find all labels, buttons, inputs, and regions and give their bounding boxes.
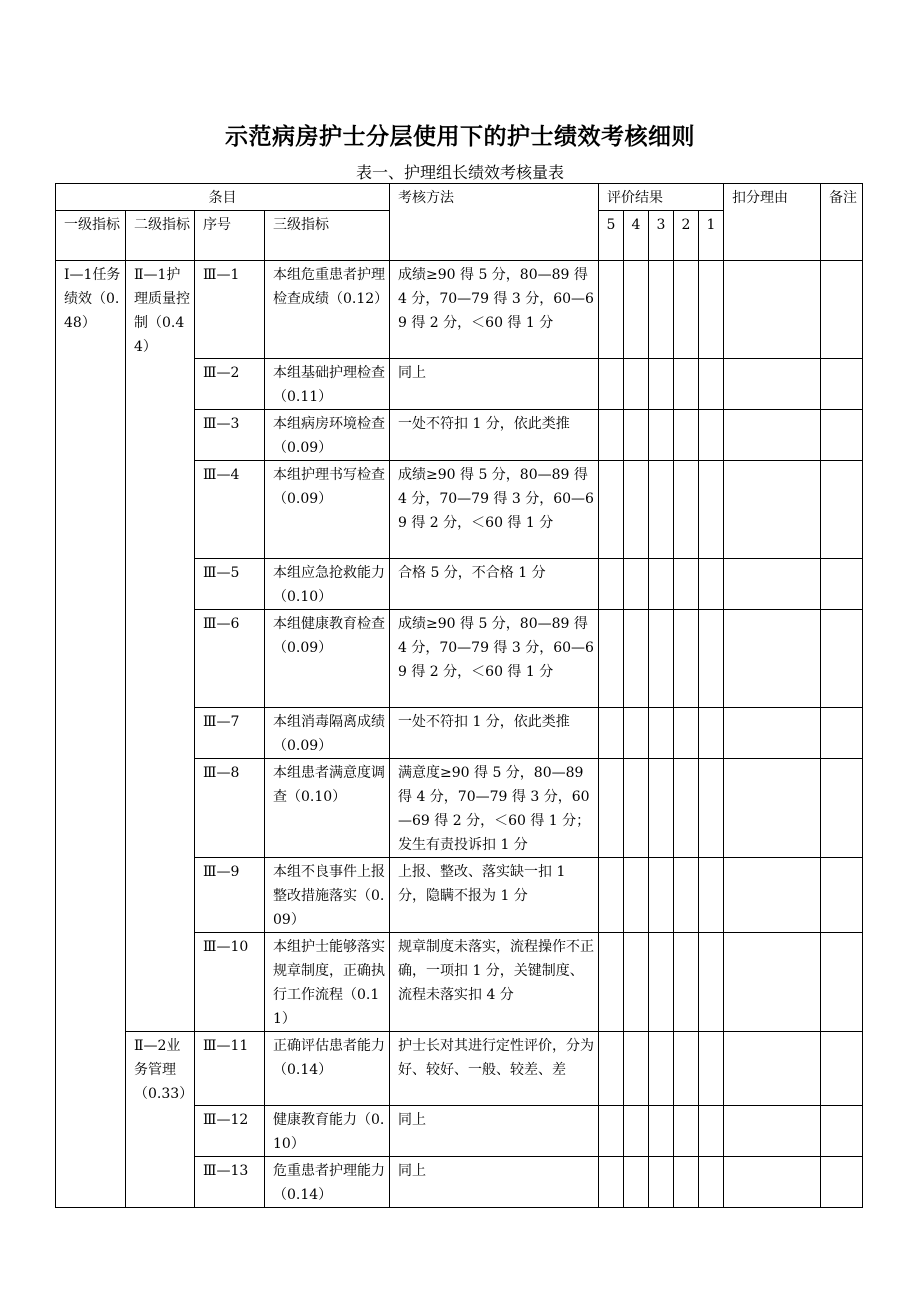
reason-cell[interactable] <box>724 1032 821 1106</box>
indicator-cell: 本组健康教育检查（0.09） <box>265 610 390 708</box>
remark-cell[interactable] <box>821 1032 863 1106</box>
score-cell[interactable] <box>674 759 699 858</box>
score-5-header: 5 <box>599 211 624 261</box>
score-cell[interactable] <box>624 261 649 359</box>
seq-cell: Ⅲ—1 <box>195 261 265 359</box>
score-cell[interactable] <box>649 610 674 708</box>
score-cell[interactable] <box>674 359 699 410</box>
seq-cell: Ⅲ—11 <box>195 1032 265 1106</box>
score-cell[interactable] <box>699 1157 724 1208</box>
score-cell[interactable] <box>699 461 724 559</box>
method-cell: 合格 5 分，不合格 1 分 <box>390 559 599 610</box>
reason-cell[interactable] <box>724 858 821 933</box>
score-cell[interactable] <box>699 708 724 759</box>
remark-cell[interactable] <box>821 410 863 461</box>
score-cell[interactable] <box>649 261 674 359</box>
score-cell[interactable] <box>699 559 724 610</box>
level1-cell: Ⅰ—1任务绩效（0.48） <box>56 261 126 1208</box>
indicator-cell: 健康教育能力（0.10） <box>265 1106 390 1157</box>
reason-cell[interactable] <box>724 359 821 410</box>
indicator-cell: 本组基础护理检查（0.11） <box>265 359 390 410</box>
method-cell: 同上 <box>390 359 599 410</box>
score-cell[interactable] <box>649 759 674 858</box>
remark-cell[interactable] <box>821 858 863 933</box>
score-cell[interactable] <box>649 559 674 610</box>
indicator-cell: 本组应急抢救能力（0.10） <box>265 559 390 610</box>
seq-cell: Ⅲ—7 <box>195 708 265 759</box>
score-cell[interactable] <box>624 559 649 610</box>
indicator-cell: 本组护理书写检查（0.09） <box>265 461 390 559</box>
score-cell[interactable] <box>624 1157 649 1208</box>
indicator-cell: 本组病房环境检查（0.09） <box>265 410 390 461</box>
reason-cell[interactable] <box>724 1157 821 1208</box>
score-cell[interactable] <box>624 461 649 559</box>
method-cell: 上报、整改、落实缺一扣 1 分，隐瞒不报为 1 分 <box>390 858 599 933</box>
indicator-cell: 危重患者护理能力（0.14） <box>265 1157 390 1208</box>
score-cell[interactable] <box>699 610 724 708</box>
score-cell[interactable] <box>699 359 724 410</box>
score-cell[interactable] <box>674 708 699 759</box>
indicator-cell: 本组消毒隔离成绩（0.09） <box>265 708 390 759</box>
indicator-cell: 本组危重患者护理检查成绩（0.12） <box>265 261 390 359</box>
score-cell[interactable] <box>599 610 624 708</box>
header-result: 评价结果 <box>599 184 724 211</box>
score-cell[interactable] <box>649 708 674 759</box>
score-cell[interactable] <box>599 559 624 610</box>
score-cell[interactable] <box>624 933 649 1032</box>
remark-cell[interactable] <box>821 933 863 1032</box>
score-cell[interactable] <box>599 261 624 359</box>
reason-cell[interactable] <box>724 933 821 1032</box>
method-cell: 护士长对其进行定性评价，分为好、较好、一般、较差、差 <box>390 1032 599 1106</box>
header-level3: 三级指标 <box>265 211 390 261</box>
remark-cell[interactable] <box>821 261 863 359</box>
score-cell[interactable] <box>699 261 724 359</box>
score-cell[interactable] <box>624 410 649 461</box>
score-cell[interactable] <box>699 759 724 858</box>
score-cell[interactable] <box>649 410 674 461</box>
header-method: 考核方法 <box>390 184 599 261</box>
method-cell: 成绩≥90 得 5 分，80—89 得 4 分，70—79 得 3 分，60—69 得 2 分，＜60 得 1 分 <box>390 261 599 359</box>
score-cell[interactable] <box>699 410 724 461</box>
header-seq: 序号 <box>195 211 265 261</box>
score-cell[interactable] <box>649 1032 674 1106</box>
score-cell[interactable] <box>674 1157 699 1208</box>
score-cell[interactable] <box>674 610 699 708</box>
score-cell[interactable] <box>649 1106 674 1157</box>
table-row <box>56 261 863 359</box>
score-cell[interactable] <box>599 708 624 759</box>
score-cell[interactable] <box>599 858 624 933</box>
score-2-header: 2 <box>674 211 699 261</box>
score-cell[interactable] <box>599 1106 624 1157</box>
score-cell[interactable] <box>699 1106 724 1157</box>
remark-cell[interactable] <box>821 559 863 610</box>
score-cell[interactable] <box>624 1106 649 1157</box>
remark-cell[interactable] <box>821 708 863 759</box>
assessment-table <box>55 183 863 1208</box>
score-cell[interactable] <box>599 1032 624 1106</box>
header-items: 条目 <box>56 184 390 211</box>
method-cell: 一处不符扣 1 分，依此类推 <box>390 708 599 759</box>
score-cell[interactable] <box>599 1157 624 1208</box>
score-cell[interactable] <box>674 1106 699 1157</box>
score-4-header: 4 <box>624 211 649 261</box>
table-row <box>56 1032 863 1106</box>
score-cell[interactable] <box>649 858 674 933</box>
seq-cell: Ⅲ—9 <box>195 858 265 933</box>
header-reason: 扣分理由 <box>724 184 821 261</box>
remark-cell[interactable] <box>821 1157 863 1208</box>
score-cell[interactable] <box>624 1032 649 1106</box>
score-cell[interactable] <box>674 858 699 933</box>
remark-cell[interactable] <box>821 1106 863 1157</box>
seq-cell: Ⅲ—3 <box>195 410 265 461</box>
method-cell: 满意度≥90 得 5 分，80—89 得 4 分，70—79 得 3 分，60—69 得 2 分，＜60 得 1 分；发生有责投诉扣 1 分 <box>390 759 599 858</box>
remark-cell[interactable] <box>821 461 863 559</box>
reason-cell[interactable] <box>724 610 821 708</box>
seq-cell: Ⅲ—12 <box>195 1106 265 1157</box>
score-cell[interactable] <box>674 559 699 610</box>
header-level1: 一级指标 <box>56 211 126 261</box>
score-cell[interactable] <box>624 708 649 759</box>
score-cell[interactable] <box>599 359 624 410</box>
level2-cell-quality: Ⅱ—1护理质量控制（0.44） <box>126 261 195 1032</box>
indicator-cell: 正确评估患者能力（0.14） <box>265 1032 390 1106</box>
score-cell[interactable] <box>649 461 674 559</box>
score-cell[interactable] <box>699 1032 724 1106</box>
table-caption: 表一、护理组长绩效考核量表 <box>355 163 564 182</box>
score-cell[interactable] <box>699 933 724 1032</box>
score-cell[interactable] <box>624 759 649 858</box>
seq-cell: Ⅲ—4 <box>195 461 265 559</box>
reason-cell[interactable] <box>724 759 821 858</box>
method-cell: 规章制度未落实，流程操作不正确，一项扣 1 分，关键制度、流程未落实扣 4 分 <box>390 933 599 1032</box>
score-cell[interactable] <box>624 359 649 410</box>
header-level2: 二级指标 <box>126 211 195 261</box>
header-row-1 <box>56 184 863 211</box>
indicator-cell: 本组患者满意度调查（0.10） <box>265 759 390 858</box>
seq-cell: Ⅲ—5 <box>195 559 265 610</box>
score-1-header: 1 <box>699 211 724 261</box>
score-cell[interactable] <box>674 461 699 559</box>
method-cell: 成绩≥90 得 5 分，80—89 得 4 分，70—79 得 3 分，60—69 得 2 分，＜60 得 1 分 <box>390 461 599 559</box>
remark-cell[interactable] <box>821 610 863 708</box>
score-cell[interactable] <box>674 933 699 1032</box>
seq-cell: Ⅲ—13 <box>195 1157 265 1208</box>
reason-cell[interactable] <box>724 461 821 559</box>
remark-cell[interactable] <box>821 359 863 410</box>
method-cell: 一处不符扣 1 分，依此类推 <box>390 410 599 461</box>
document-title: 示范病房护士分层使用下的护士绩效考核细则 <box>225 123 695 150</box>
score-cell[interactable] <box>624 610 649 708</box>
reason-cell[interactable] <box>724 559 821 610</box>
score-cell[interactable] <box>624 858 649 933</box>
reason-cell[interactable] <box>724 261 821 359</box>
score-cell[interactable] <box>599 410 624 461</box>
score-cell[interactable] <box>674 261 699 359</box>
seq-cell: Ⅲ—2 <box>195 359 265 410</box>
seq-cell: Ⅲ—6 <box>195 610 265 708</box>
method-cell: 同上 <box>390 1157 599 1208</box>
seq-cell: Ⅲ—10 <box>195 933 265 1032</box>
remark-cell[interactable] <box>821 759 863 858</box>
score-cell[interactable] <box>674 410 699 461</box>
method-cell: 成绩≥90 得 5 分，80—89 得 4 分，70—79 得 3 分，60—69 得 2 分，＜60 得 1 分 <box>390 610 599 708</box>
reason-cell[interactable] <box>724 410 821 461</box>
method-cell: 同上 <box>390 1106 599 1157</box>
score-cell[interactable] <box>649 359 674 410</box>
score-cell[interactable] <box>599 933 624 1032</box>
score-cell[interactable] <box>674 1032 699 1106</box>
score-cell[interactable] <box>599 759 624 858</box>
seq-cell: Ⅲ—8 <box>195 759 265 858</box>
header-remark: 备注 <box>821 184 863 261</box>
score-cell[interactable] <box>649 933 674 1032</box>
score-cell[interactable] <box>599 461 624 559</box>
reason-cell[interactable] <box>724 708 821 759</box>
score-cell[interactable] <box>649 1157 674 1208</box>
indicator-cell: 本组护士能够落实规章制度，正确执行工作流程（0.11） <box>265 933 390 1032</box>
score-cell[interactable] <box>699 858 724 933</box>
reason-cell[interactable] <box>724 1106 821 1157</box>
level2-cell-business: Ⅱ—2业务管理（0.33） <box>126 1032 195 1208</box>
score-3-header: 3 <box>649 211 674 261</box>
indicator-cell: 本组不良事件上报整改措施落实（0.09） <box>265 858 390 933</box>
